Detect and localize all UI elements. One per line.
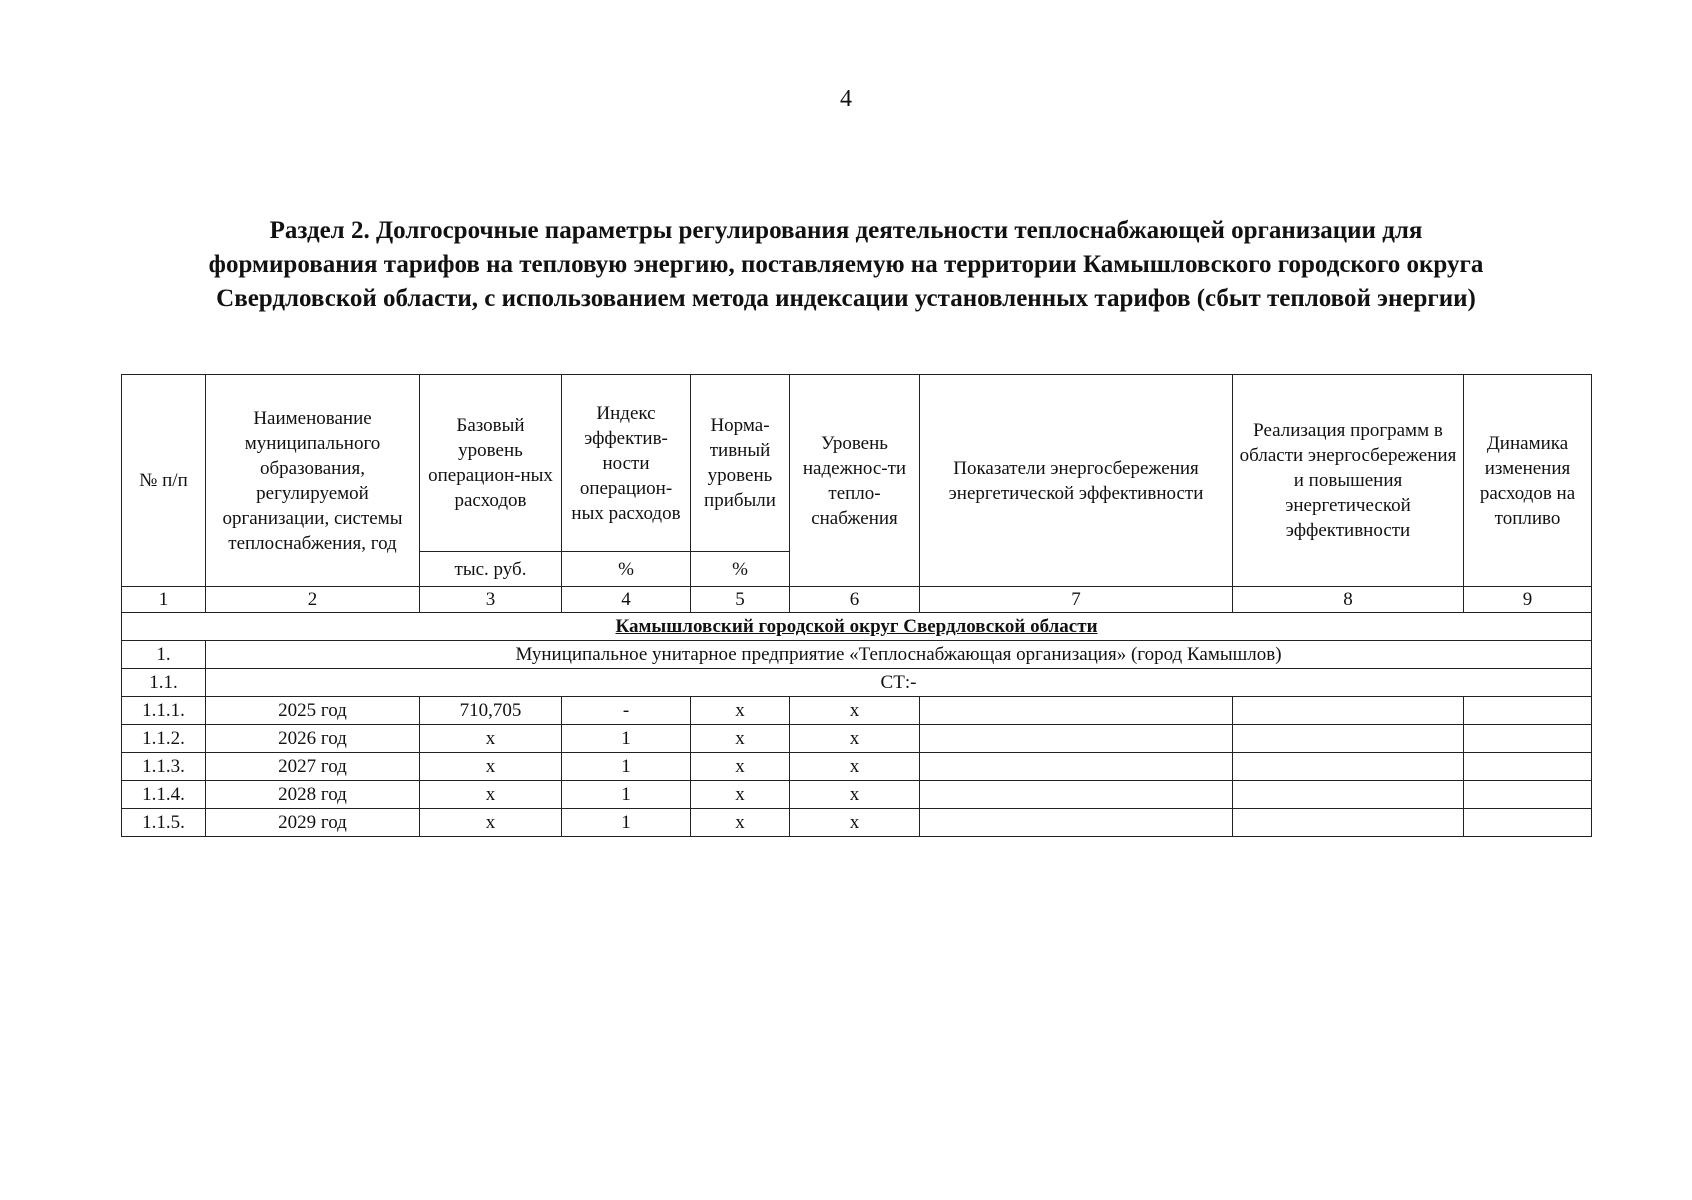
organization-row — [122, 641, 1592, 669]
system-row — [122, 669, 1592, 697]
title-line-2: формирования тарифов на тепловую энергию, поставляемую на территории Камышловского городского округа — [208, 251, 1484, 278]
section-row — [122, 613, 1592, 641]
column-number: 6 — [790, 587, 920, 613]
row-year: 2026 год — [206, 725, 420, 753]
section-heading: Камышловский городской округ Свердловской области — [122, 613, 1592, 641]
row-year: 2029 год — [206, 809, 420, 837]
row-normative-profit: x — [691, 781, 790, 809]
row-number: 1.1.3. — [122, 753, 206, 781]
header-num: № п/п — [122, 375, 206, 587]
title-line-1: Раздел 2. Долгосрочные параметры регулирования деятельности теплоснабжающей организации для — [269, 217, 1423, 244]
row-energy-saving-indicators — [920, 697, 1233, 725]
row-efficiency-index: 1 — [562, 809, 691, 837]
row-fuel-cost-dynamics — [1464, 781, 1592, 809]
header-energy-saving-programs: Реализация программ в области энергосбережения и повышения энергетической эффективности — [1233, 375, 1464, 587]
row-efficiency-index: 1 — [562, 753, 691, 781]
row-reliability: x — [790, 753, 920, 781]
column-number: 7 — [920, 587, 1233, 613]
row-number: 1.1.2. — [122, 725, 206, 753]
row-energy-saving-programs — [1233, 781, 1464, 809]
parameters-table — [121, 374, 1592, 837]
header-reliability: Уровень надежнос-ти тепло-снабжения — [790, 375, 920, 587]
row-reliability: x — [790, 725, 920, 753]
header-row — [122, 375, 1592, 552]
column-number: 4 — [562, 587, 691, 613]
column-number: 5 — [691, 587, 790, 613]
row-normative-profit: x — [691, 753, 790, 781]
row-base-opex: x — [420, 725, 562, 753]
row-efficiency-index: 1 — [562, 725, 691, 753]
header-efficiency-index: Индекс эффектив-ности операцион-ных расходов — [562, 375, 691, 552]
column-number: 1 — [122, 587, 206, 613]
table-row — [122, 781, 1592, 809]
row-fuel-cost-dynamics — [1464, 809, 1592, 837]
row-number: 1.1.4. — [122, 781, 206, 809]
table-row — [122, 753, 1592, 781]
row-normative-profit: x — [691, 725, 790, 753]
row-year: 2028 год — [206, 781, 420, 809]
row-energy-saving-programs — [1233, 725, 1464, 753]
row-energy-saving-programs — [1233, 753, 1464, 781]
table-row — [122, 725, 1592, 753]
column-numbers-row — [122, 587, 1592, 613]
row-base-opex: 710,705 — [420, 697, 562, 725]
header-normative-profit: Норма-тивный уровень прибыли — [691, 375, 790, 552]
row-efficiency-index: - — [562, 697, 691, 725]
table-row — [122, 809, 1592, 837]
column-number: 8 — [1233, 587, 1464, 613]
row-base-opex: x — [420, 753, 562, 781]
row-fuel-cost-dynamics — [1464, 697, 1592, 725]
row-energy-saving-indicators — [920, 753, 1233, 781]
row-reliability: x — [790, 781, 920, 809]
column-number: 3 — [420, 587, 562, 613]
organization-name: Муниципальное унитарное предприятие «Теплоснабжающая организация» (город Камышлов) — [206, 641, 1592, 669]
page-number: 4 — [840, 86, 852, 112]
row-efficiency-index: 1 — [562, 781, 691, 809]
row-number: 1.1.1. — [122, 697, 206, 725]
table-row — [122, 697, 1592, 725]
row-normative-profit: x — [691, 697, 790, 725]
row-normative-profit: x — [691, 809, 790, 837]
row-energy-saving-programs — [1233, 697, 1464, 725]
header-fuel-cost-dynamics: Динамика изменения расходов на топливо — [1464, 375, 1592, 587]
header-name: Наименование муниципального образования, регулируемой организации, системы теплоснабжения, год — [206, 375, 420, 587]
title-line-3: Свердловской области, с использованием метода индексации установленных тарифов (сбыт тепловой энергии) — [216, 285, 1476, 312]
row-fuel-cost-dynamics — [1464, 753, 1592, 781]
system-name: СТ:- — [206, 669, 1592, 697]
row-energy-saving-programs — [1233, 809, 1464, 837]
unit-efficiency-index: % — [562, 552, 691, 587]
row-energy-saving-indicators — [920, 809, 1233, 837]
unit-base-opex: тыс. руб. — [420, 552, 562, 587]
row-year: 2025 год — [206, 697, 420, 725]
row-number: 1. — [122, 641, 206, 669]
unit-normative-profit: % — [691, 552, 790, 587]
row-year: 2027 год — [206, 753, 420, 781]
row-base-opex: x — [420, 809, 562, 837]
row-base-opex: x — [420, 781, 562, 809]
column-number: 2 — [206, 587, 420, 613]
row-energy-saving-indicators — [920, 725, 1233, 753]
row-reliability: x — [790, 809, 920, 837]
column-number: 9 — [1464, 587, 1592, 613]
row-fuel-cost-dynamics — [1464, 725, 1592, 753]
header-base-opex: Базовый уровень операцион-ных расходов — [420, 375, 562, 552]
row-number: 1.1.5. — [122, 809, 206, 837]
row-energy-saving-indicators — [920, 781, 1233, 809]
header-energy-saving-indicators: Показатели энергосбережения энергетической эффективности — [920, 375, 1233, 587]
section-title — [100, 214, 1592, 316]
row-reliability: x — [790, 697, 920, 725]
row-number: 1.1. — [122, 669, 206, 697]
